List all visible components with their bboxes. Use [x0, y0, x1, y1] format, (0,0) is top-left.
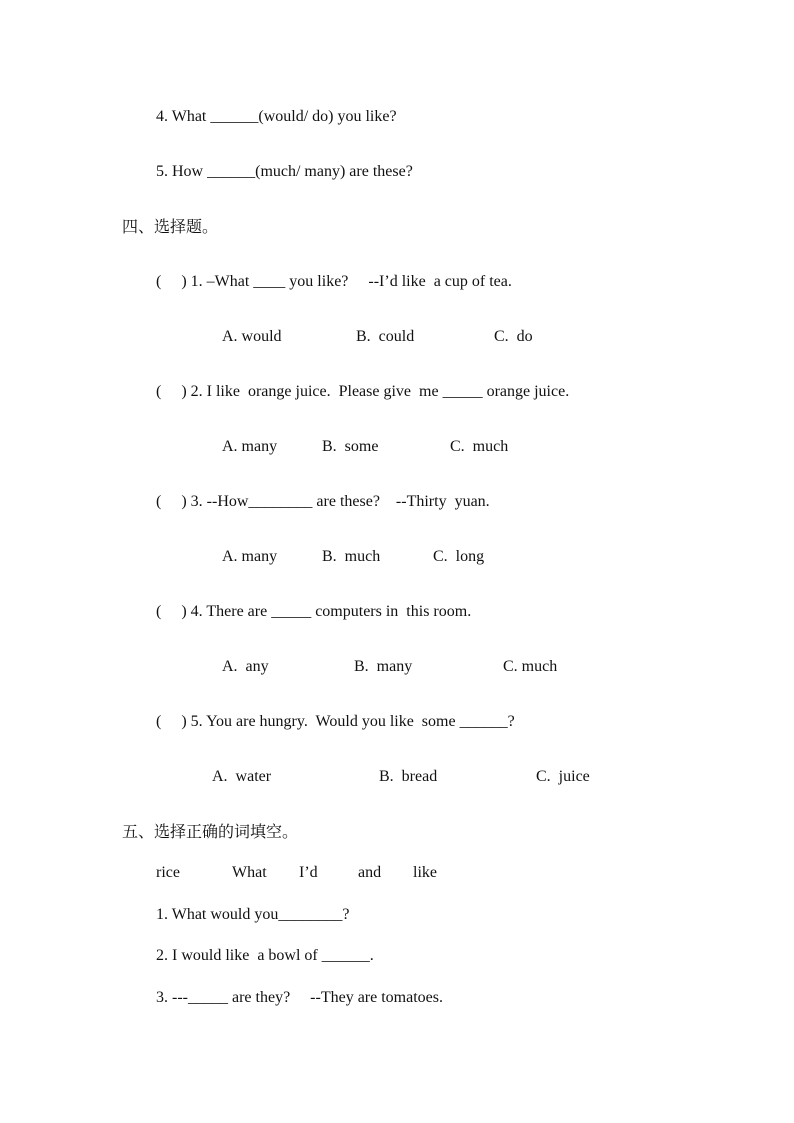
question-3-option-b: B. much: [322, 548, 381, 565]
question-2-stem: ( ) 2. I like orange juice. Please give me _____ orange juice.: [156, 383, 570, 400]
question-5-option-a: A. water: [212, 768, 272, 785]
question-5-option-c: C. juice: [536, 768, 590, 785]
question-5-stem: ( ) 5. You are hungry. Would you like some ______?: [156, 713, 515, 730]
word-bank-item: I’d: [299, 864, 318, 881]
word-bank-item: What: [232, 864, 267, 881]
section-four-heading: 四、选择题。: [122, 217, 219, 236]
question-4-option-c: C. much: [503, 658, 558, 675]
question-2-option-a: A. many: [222, 438, 278, 455]
question-2-option-b: B. some: [322, 438, 379, 455]
question-5-option-b: B. bread: [379, 768, 438, 785]
question-1-option-a: A. would: [222, 328, 282, 345]
question-4-stem: ( ) 4. There are _____ computers in this room.: [156, 603, 472, 620]
word-bank-item: and: [358, 864, 382, 881]
question-4-option-a: A. any: [222, 658, 269, 675]
question-1-option-b: B. could: [356, 328, 415, 345]
fill-word-item-2: 2. I would like a bowl of ______.: [156, 947, 374, 964]
question-3-stem: ( ) 3. --How________ are these? --Thirty yuan.: [156, 493, 490, 510]
question-3-option-c: C. long: [433, 548, 485, 565]
word-bank-item: rice: [156, 864, 180, 881]
fill-word-item-1: 1. What would you________?: [156, 906, 350, 923]
word-bank-item: like: [413, 864, 437, 881]
section-five-heading: 五、选择正确的词填空。: [122, 822, 299, 841]
question-3-option-a: A. many: [222, 548, 278, 565]
question-2-option-c: C. much: [450, 438, 509, 455]
fill-blank-line-4: 4. What ______(would/ do) you like?: [156, 108, 397, 125]
fill-blank-line-5: 5. How ______(much/ many) are these?: [156, 163, 413, 180]
question-4-option-b: B. many: [354, 658, 413, 675]
question-1-stem: ( ) 1. –What ____ you like? --I’d like a cup of tea.: [156, 273, 512, 290]
fill-word-item-3: 3. ---_____ are they? --They are tomatoes.: [156, 989, 443, 1006]
question-1-option-c: C. do: [494, 328, 533, 345]
